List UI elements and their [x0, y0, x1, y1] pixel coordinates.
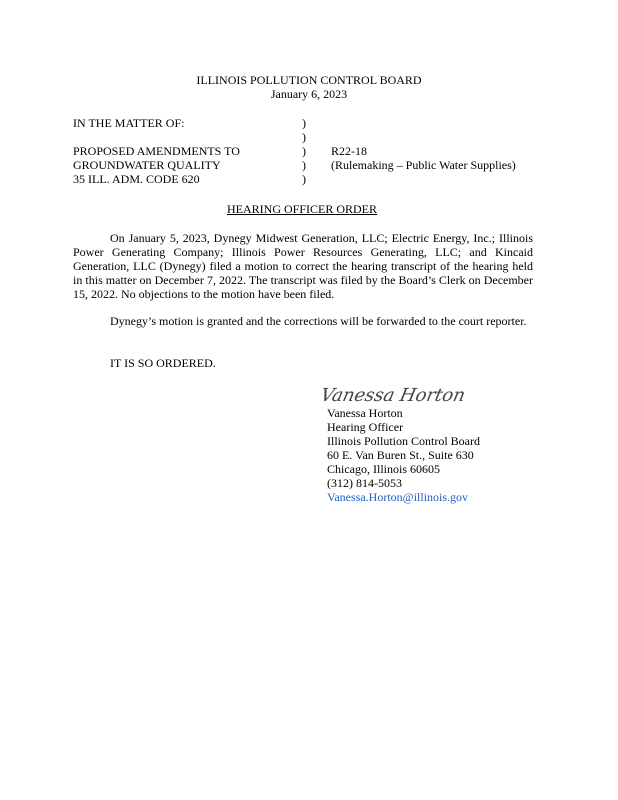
caption-paren: ): [302, 130, 306, 144]
caption-paren: ): [302, 144, 306, 158]
caption-paren: ): [302, 116, 306, 130]
signer-address-line1: 60 E. Van Buren St., Suite 630: [327, 448, 474, 462]
order-paragraph-motion: On January 5, 2023, Dynegy Midwest Generation, LLC; Electric Energy, Inc.; Illinois Power Generating Company; Illinois Power Resources Generating, LLC; and Kincaid Generation, LLC (Dynegy) filed a motion to correct the hearing transcript of the hearing held in this matter on December 7, 2022. The transcript was filed by the Board’s Clerk on December 15, 2022. No objections to the motion have been filed.: [73, 231, 533, 301]
caption-groundwater-quality: GROUNDWATER QUALITY: [73, 158, 221, 172]
signer-email-link[interactable]: Vanessa.Horton@illinois.gov: [327, 490, 469, 504]
signature-block: [327, 406, 480, 504]
order-paragraph-granted: Dynegy’s motion is granted and the corrections will be forwarded to the court reporter.: [110, 314, 527, 328]
signer-organization: Illinois Pollution Control Board: [327, 434, 481, 448]
caption-proposed-amendments: PROPOSED AMENDMENTS TO: [73, 144, 240, 158]
signer-phone: (312) 814-5053: [327, 476, 402, 490]
signer-title: Hearing Officer: [327, 420, 404, 434]
svg-text:Vanessa Horton: Vanessa Horton: [318, 385, 468, 406]
document-date: January 6, 2023: [270, 87, 348, 101]
signer-name: Vanessa Horton: [327, 406, 403, 420]
order-paragraph-ordered: IT IS SO ORDERED.: [110, 356, 216, 370]
order-title: HEARING OFFICER ORDER: [227, 202, 378, 216]
signer-address-line2: Chicago, Illinois 60605: [327, 462, 440, 476]
caption-admin-code: 35 ILL. ADM. CODE 620: [73, 172, 200, 186]
caption-in-the-matter: IN THE MATTER OF:: [73, 116, 185, 130]
board-name: ILLINOIS POLLUTION CONTROL BOARD: [196, 73, 422, 87]
caption-paren: ): [302, 158, 306, 172]
caption-paren: ): [302, 172, 306, 186]
docket-number: R22-18: [331, 144, 367, 158]
rulemaking-type: (Rulemaking – Public Water Supplies): [331, 158, 516, 172]
